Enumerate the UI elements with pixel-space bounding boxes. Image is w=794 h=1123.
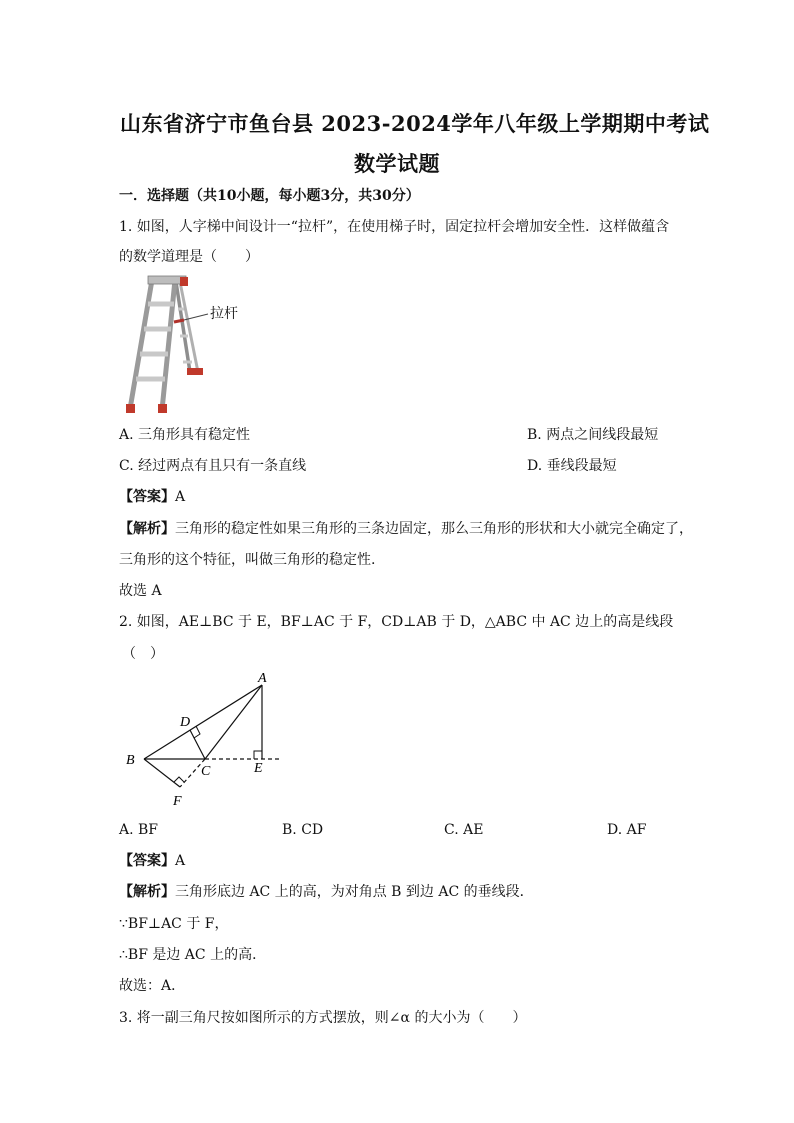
section-heading: 一．选择题（共10小题，每小题3分，共30分） [119,188,420,204]
q2-analysis-line2: ∵BF⊥AC 于 F， [119,916,229,932]
q2-answer-tag: 【答案】 [119,853,175,869]
ladder-drawing [118,274,258,419]
q2-analysis-tag: 【解析】 [119,884,175,900]
label-f: F [173,794,182,809]
q1-analysis-tag: 【解析】 [119,521,175,537]
q1-option-a: A. 三角形具有稳定性 [119,427,251,443]
q2-answer-value: A [175,853,186,869]
label-d: D [180,715,191,730]
q1-stem-line2: 的数学道理是（ ） [119,249,259,265]
q2-stem-line2: （ ） [122,646,164,662]
q2-stem-line1: 2. 如图，AE⊥BC 于 E，BF⊥AC 于 F，CD⊥AB 于 D，△ABC 中 AC 边上的高是线段 [119,614,674,630]
q2-option-c: C. AE [444,822,484,838]
page-title: 山东省济宁市鱼台县 2023-2024学年八年级上学期期中考试 [120,111,710,136]
q1-stem-line1: 1. 如图，人字梯中间设计一“拉杆”，在使用梯子时，固定拉杆会增加安全性．这样做蕴含 [119,219,670,235]
q2-answer [119,852,185,870]
q1-answer [119,488,185,506]
ladder-figure [118,274,258,419]
ladder-label: 拉杆 [210,306,238,322]
label-b: B [126,753,135,768]
q2-choose: 故选：A． [119,978,186,994]
q1-answer-value: A [175,489,186,505]
q2-option-a: A. BF [119,822,159,838]
label-e: E [254,761,263,776]
q2-analysis-line3: ∴BF 是边 AC 上的高． [119,947,267,963]
q1-choose: 故选 A [119,583,162,599]
label-a: A [258,671,267,686]
q1-option-d: D. 垂线段最短 [527,458,617,474]
q1-analysis [119,520,693,538]
triangle-drawing [118,668,288,812]
q3-stem-line1: 3. 将一副三角尺按如图所示的方式摆放，则∠α 的大小为（ ） [119,1010,527,1026]
page-subtitle: 数学试题 [354,151,440,176]
q2-analysis-line1: 三角形底边 AC 上的高，为对角点 B 到边 AC 的垂线段． [175,884,534,900]
q2-option-b: B. CD [282,822,324,838]
label-c: C [201,764,211,779]
q1-option-b: B. 两点之间线段最短 [527,427,659,443]
q2-option-d: D. AF [607,822,647,838]
q1-analysis-line1: 三角形的稳定性如果三角形的三条边固定，那么三角形的形状和大小就完全确定了， [175,521,693,537]
q1-analysis-line2: 三角形的这个特征，叫做三角形的稳定性. [119,552,376,568]
q1-option-c: C. 经过两点有且只有一条直线 [119,458,307,474]
triangle-figure [118,668,288,812]
q2-analysis [119,883,534,901]
q1-answer-tag: 【答案】 [119,489,175,505]
